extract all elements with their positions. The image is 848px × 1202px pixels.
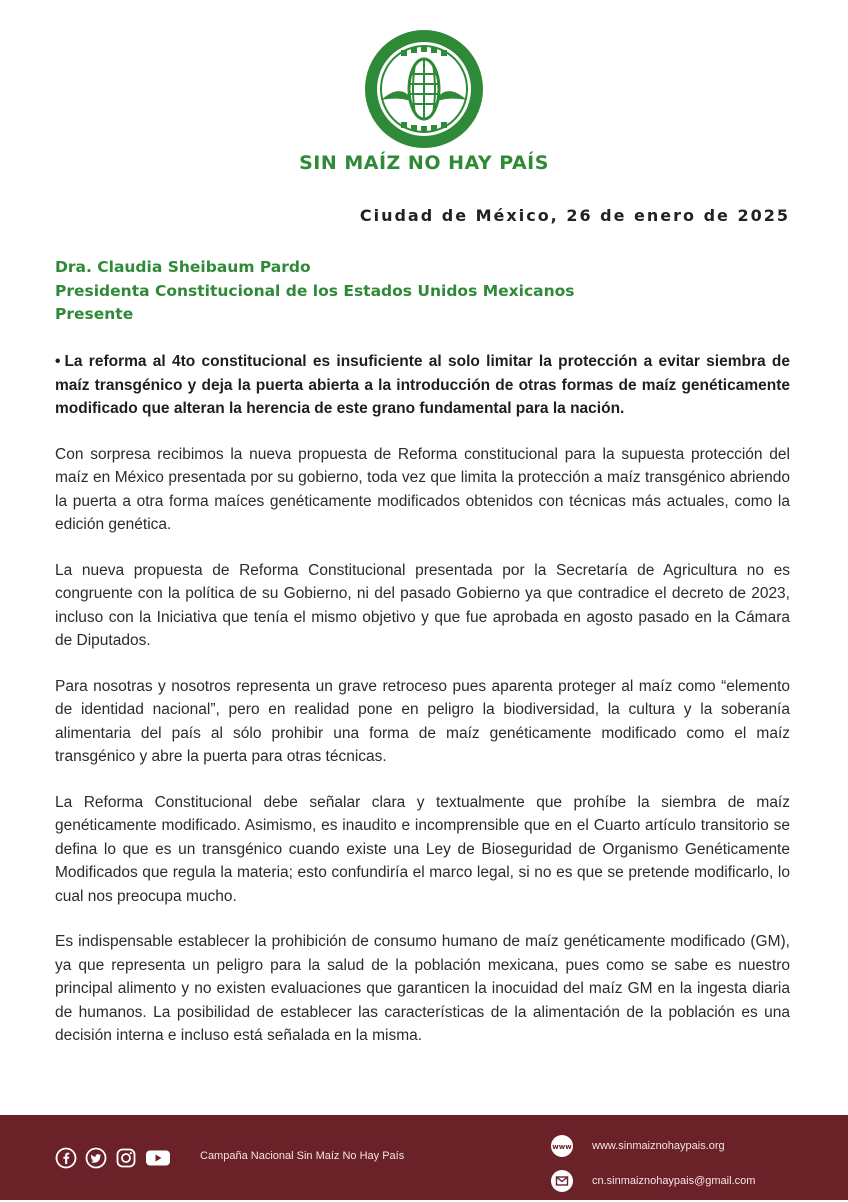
facebook-icon[interactable] [55, 1147, 77, 1169]
paragraph-3: Para nosotras y nosotros representa un grave retroceso pues aparenta proteger al maíz como “elemento de identidad nacional”, pero en realidad pone en peligro la biodiversidad, la cultura y la soberanía alimentaria del país al sólo prohibir una forma de maíz genéticamente modificado como el maíz transgénico y abre la puerta para otras técnicas. [55, 677, 790, 765]
globe-icon [550, 1134, 574, 1158]
youtube-icon[interactable] [145, 1147, 167, 1169]
recipient-block [55, 256, 795, 327]
campaign-name: Campaña Nacional Sin Maíz No Hay País [200, 1150, 405, 1162]
website-badge: www [552, 1143, 572, 1151]
recipient-greeting: Presente [55, 305, 134, 323]
recipient-title: Presidenta Constitucional de los Estados Unidos Mexicanos [55, 281, 575, 300]
recipient-name: Dra. Claudia Sheibaum Pardo [55, 258, 311, 276]
letter-body [55, 350, 790, 1070]
contact-block [550, 1132, 755, 1202]
website-text: www.sinmaiznohaypais.org [592, 1140, 725, 1152]
social-links [55, 1147, 167, 1169]
org-name: SIN MAÍZ NO HAY PAÍS [299, 152, 549, 174]
lead-text: La reforma al 4to constitucional es insuficiente al solo limitar la protección a evitar siembra de maíz transgénico y deja la puerta abierta a la introducción de otras formas de maíz genéticamente modificado que alteran la herencia de este grano fundamental para la nación. [55, 353, 790, 417]
logo [0, 28, 848, 150]
paragraph-2: La nueva propuesta de Reforma Constitucional presentada por la Secretaría de Agricultura no es congruente con la política de su Gobierno, ni del pasado Gobierno ya que contradice el decreto de 2023, incluso con la Iniciativa que tenía el mismo objetivo y que fue aprobada en agosto pasado en la Cámara de Diputados. [55, 561, 790, 649]
bullet-icon: • [55, 353, 61, 370]
maize-seal-icon [363, 28, 485, 150]
paragraph-1: Con sorpresa recibimos la nueva propuesta de Reforma constitucional para la supuesta protección del maíz en México presentada por su gobierno, toda vez que limita la protección a maíz transgénico abriendo la puerta a otra forma maíces genéticamente modificados obtenidos con técnicas más actuales, como la edición genética. [55, 445, 790, 533]
email-text: cn.sinmaiznohaypais@gmail.com [592, 1175, 756, 1187]
lead-paragraph [55, 350, 790, 421]
website-link[interactable] [550, 1132, 755, 1160]
paragraph-4: La Reforma Constitucional debe señalar clara y textualmente que prohíbe la siembra de maíz genéticamente modificado. Asimismo, es inaudito e incomprensible que en el Cuarto artículo transitorio se defina lo que es un transgénico cuando existe una Ley de Bioseguridad de Organismo Genéticamente Modificados que regula la materia; esto confundiría el marco legal, si no es que se pretende modificarlo, lo cual nos preocupa mucho. [55, 793, 790, 905]
mail-icon [550, 1169, 574, 1193]
email-link[interactable] [550, 1167, 755, 1195]
instagram-icon[interactable] [115, 1147, 137, 1169]
footer [0, 1115, 848, 1200]
twitter-icon[interactable] [85, 1147, 107, 1169]
paragraph-5: Es indispensable establecer la prohibición de consumo humano de maíz genéticamente modificado (GM), ya que representa un peligro para la salud de la población mexicana, pues como se sabe es nuestro principal alimento y no existen evaluaciones que garanticen la inocuidad del maíz GM en la ingesta diaria de humanos. La posibilidad de establecer las características de la alimentación de la población es una decisión interna e incluso está señalada en la misma. [55, 933, 790, 1044]
letter-date: Ciudad de México, 26 de enero de 2025 [359, 206, 790, 225]
